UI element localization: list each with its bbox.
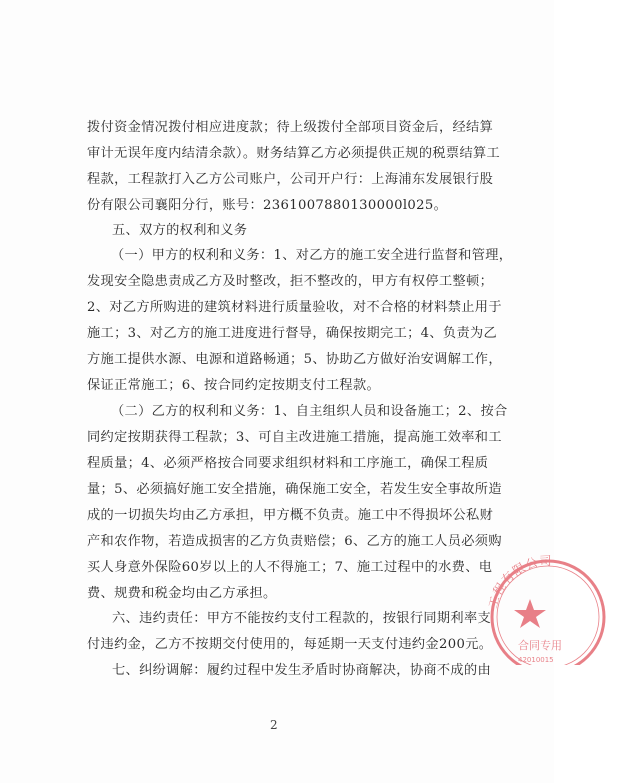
text-line: 保证正常施工；6、按合同约定按期支付工程款。 bbox=[87, 378, 381, 393]
text-line: 程款，工程款打入乙方公司账户，公司开户行：上海浦东发展银行股 bbox=[87, 172, 494, 187]
text-line: 七、纠纷调解：履约过程中发生矛盾时协商解决，协商不成的由 bbox=[112, 663, 492, 678]
seal-stamp-icon bbox=[478, 555, 628, 665]
text-line: 费、规费和税金均由乙方承担。 bbox=[87, 586, 277, 601]
text-line: 2、对乙方所购进的建筑材料进行质量验收，对不合格的材料禁止用于 bbox=[87, 300, 502, 315]
seal-label: 合同专用 bbox=[518, 639, 562, 652]
seal-code: 42010015 bbox=[518, 656, 554, 664]
text-line: 方施工提供水源、电源和道路畅通；5、协助乙方做好治安调解工作， bbox=[87, 352, 502, 367]
text-line: 成的一切损失均由乙方承担，甲方概不负责。施工中不得损坏公私财 bbox=[87, 508, 494, 523]
text-line: 产和农作物，若造成损害的乙方负责赔偿；6、乙方的施工人员必须购 bbox=[87, 534, 502, 549]
text-line: 六、违约责任：甲方不能按约支付工程款的，按银行同期利率支 bbox=[112, 611, 492, 626]
page-number: 2 bbox=[270, 718, 278, 732]
section-heading: 五、双方的权利和义务 bbox=[112, 223, 248, 238]
text-line: 付违约金，乙方不按期交付使用的，每延期一天支付违约金200元。 bbox=[87, 637, 493, 652]
text-line: （二）乙方的权利和义务：1、自主组织人员和设备施工；2、按合 bbox=[111, 404, 508, 419]
company-seal bbox=[478, 555, 562, 665]
text-line: 程质量；4、必须严格按合同要求组织材料和工序施工，确保工程质 bbox=[87, 456, 489, 471]
text-line: 买人身意外保险60岁以上的人不得施工；7、施工过程中的水费、电 bbox=[87, 560, 493, 575]
text-line: 发现安全隐患责成乙方及时整改，拒不整改的，甲方有权停工整顿； bbox=[87, 274, 494, 289]
svg-text:工程有限公司 bbox=[486, 555, 553, 610]
text-line: 同约定按期获得工程款；3、可自主改进施工措施，提高施工效率和工 bbox=[87, 430, 502, 445]
text-line: 份有限公司襄阳分行，账号：2361007880130000l025。 bbox=[87, 198, 448, 213]
text-line: 拨付资金情况拨付相应进度款；待上级拨付全部项目资金后，经结算 bbox=[87, 120, 494, 135]
text-line: （一）甲方的权利和义务：1、对乙方的施工安全进行监督和管理， bbox=[111, 248, 513, 263]
text-line: 施工；3、对乙方的施工进度进行督导，确保按期完工；4、负责为乙 bbox=[87, 326, 498, 341]
seal-arc-text: 工程有限公司 bbox=[485, 555, 553, 610]
text-line: 审计无误年度内结清余款）。财务结算乙方必须提供正规的税票结算工 bbox=[87, 146, 501, 161]
text-line: 量；5、必须搞好施工安全措施，确保施工安全，若发生安全事故所造 bbox=[87, 482, 502, 497]
